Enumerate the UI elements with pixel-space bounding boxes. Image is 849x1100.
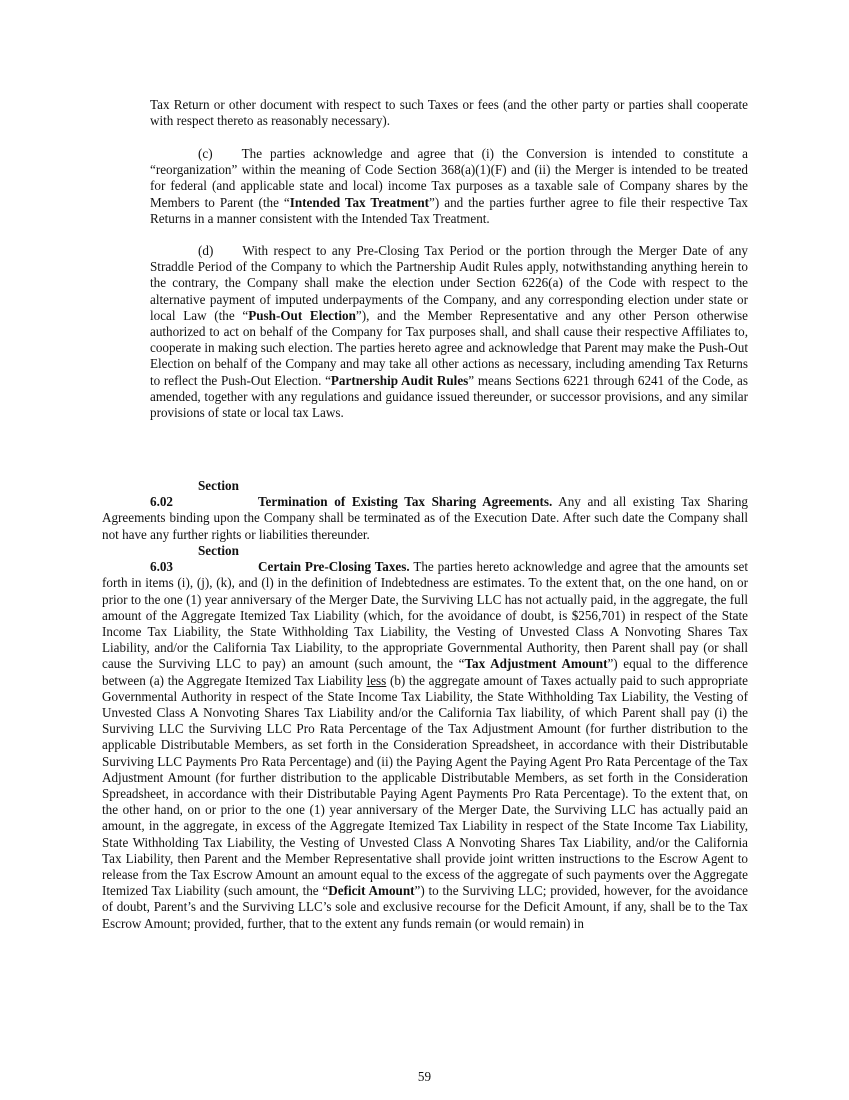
paragraph-c-intended-tax-treatment: (c) The parties acknowledge and agree that (i) the Conversion is intended to constitute a “reorganization” within the meaning of Code Section 368(a)(1)(F) and (ii) the Merger is intended to be treated for federal (and applicable state and local) income Tax purposes as a taxable sale of Company shares by the Members to Parent (the “Intended Tax Treatment”) and the parties further agree to file their respective Tax Returns in a manner consistent with the Intended Tax Treatment. (150, 146, 748, 226)
paragraph-d-push-out-election: (d) With respect to any Pre-Closing Tax Period or the portion through the Merger Date of any Straddle Period of the Company to which the Partnership Audit Rules apply, notwithstanding anything herein to the contrary, the Company shall make the election under Section 6226(a) of the Code with respect to the alternative payment of imputed underpayments of the Company, and any corresponding election under state or local Law (the “Push-Out Election”), and the Member Representative and any other Person otherwise authorized to act on behalf of the Company for Tax purposes shall, and shall cause their respective Affiliates to, cooperate in making such election. The parties hereto agree and acknowledge that Parent may make the Push-Out Election on behalf of the Company and may take all other actions as necessary, including amending Tax Returns to reflect the Push-Out Election. “Partnership Audit Rules” means Sections 6221 through 6241 of the Code, as amended, together with any regulations and guidance issued thereunder, or successor provisions, and any similar provisions of state or local tax Laws. (150, 243, 748, 421)
defined-term: Deficit Amount (328, 883, 415, 899)
defined-term: Tax Adjustment Amount (464, 656, 608, 672)
section-heading: Termination of Existing Tax Sharing Agreements. (258, 494, 553, 510)
defined-term: Partnership Audit Rules (330, 372, 469, 388)
section-number: Section 6.03 (150, 543, 239, 575)
underlined-word: less (366, 672, 387, 688)
section-6-03: Section 6.03 Certain Pre-Closing Taxes. The parties hereto acknowledge and agree that the amounts set forth in items (i), (j), (k), and (l) in the definition of Indebtedness are estimates. To the extent that, on the one hand, on or prior to the one (1) year anniversary of the Merger Date, the Surviving LLC has not actually paid, in the aggregate, the full amount of the Aggregate Itemized Tax Liability (which, for the avoidance of doubt, is $256,701) in respect of the State Income Tax Liability, the State Withholding Tax Liability, the Vesting of Unvested Class A Nonvoting Shares Tax Liability, and/or the California Tax Liability, to the appropriate Governmental Authority, then Parent shall pay (or shall cause the Surviving LLC to pay) an amount (such amount, the “Tax Adjustment Amount”) equal to the difference between (a) the Aggregate Itemized Tax Liability less (b) the aggregate amount of Taxes actually paid to such appropriate Governmental Authority in respect of the State Income Tax Liability, the State Withholding Tax Liability, the Vesting of Unvested Class A Nonvoting Shares Tax Liability and/or the California Tax liability, of which Parent shall pay (i) the Surviving LLC the Surviving LLC Pro Rata Percentage of the Tax Adjustment Amount (for further distribution to the applicable Distributable Members, as set forth in the Consideration Spreadsheet, in accordance with their Distributable Surviving LLC Payments Pro Rata Percentage) and (ii) the Paying Agent the Paying Agent Pro Rata Percentage of the Tax Adjustment Amount (for further distribution to the applicable Distributable Members, as set forth in the Consideration Spreadsheet, in accordance with their Distributable Paying Agent Payments Pro Rata Percentage). To the extent that, on the other hand, on or prior to the one (1) year anniversary of the Merger Date, the Surviving LLC has actually paid an amount, in the aggregate, in excess of the Aggregate Itemized Tax Liability in respect of the State Income Tax Liability, State Withholding Tax Liability, the Vesting of Unvested Class A Nonvoting Shares Tax Liability, and/or the California Tax Liability, then Parent and the Member Representative shall provide joint written instructions to the Escrow Agent to release from the Tax Escrow Amount an amount equal to the excess of the aggregate of such payments over the Aggregate Itemized Tax Liability (such amount, the “Deficit Amount”) to the Surviving LLC; provided, however, for the avoidance of doubt, Parent’s and the Surviving LLC’s sole and exclusive recourse for the Deficit Amount, if any, shall be to the Tax Escrow Amount; provided, further, that to the extent any funds remain (or would remain) in (102, 543, 748, 931)
paragraph-tax-return-continuation: Tax Return or other document with respect to such Taxes or fees (and the other party or parties shall cooperate with respect thereto as reasonably necessary). (150, 97, 748, 129)
paragraph-label: (c) (198, 146, 213, 161)
section-heading: Certain Pre-Closing Taxes. (258, 559, 410, 575)
defined-term: Intended Tax Treatment (289, 194, 430, 210)
page-number: 59 (417, 1069, 432, 1084)
section-6-02: Section 6.02 Termination of Existing Tax Sharing Agreements. Any and all existing Tax Sharing Agreements binding upon the Company shall be terminated as of the Execution Date. After such date the Company shall not have any further rights or liabilities thereunder. (102, 478, 748, 542)
defined-term: Push-Out Election (248, 307, 356, 323)
section-number: Section 6.02 (150, 478, 239, 510)
paragraph-label: (d) (198, 243, 214, 258)
